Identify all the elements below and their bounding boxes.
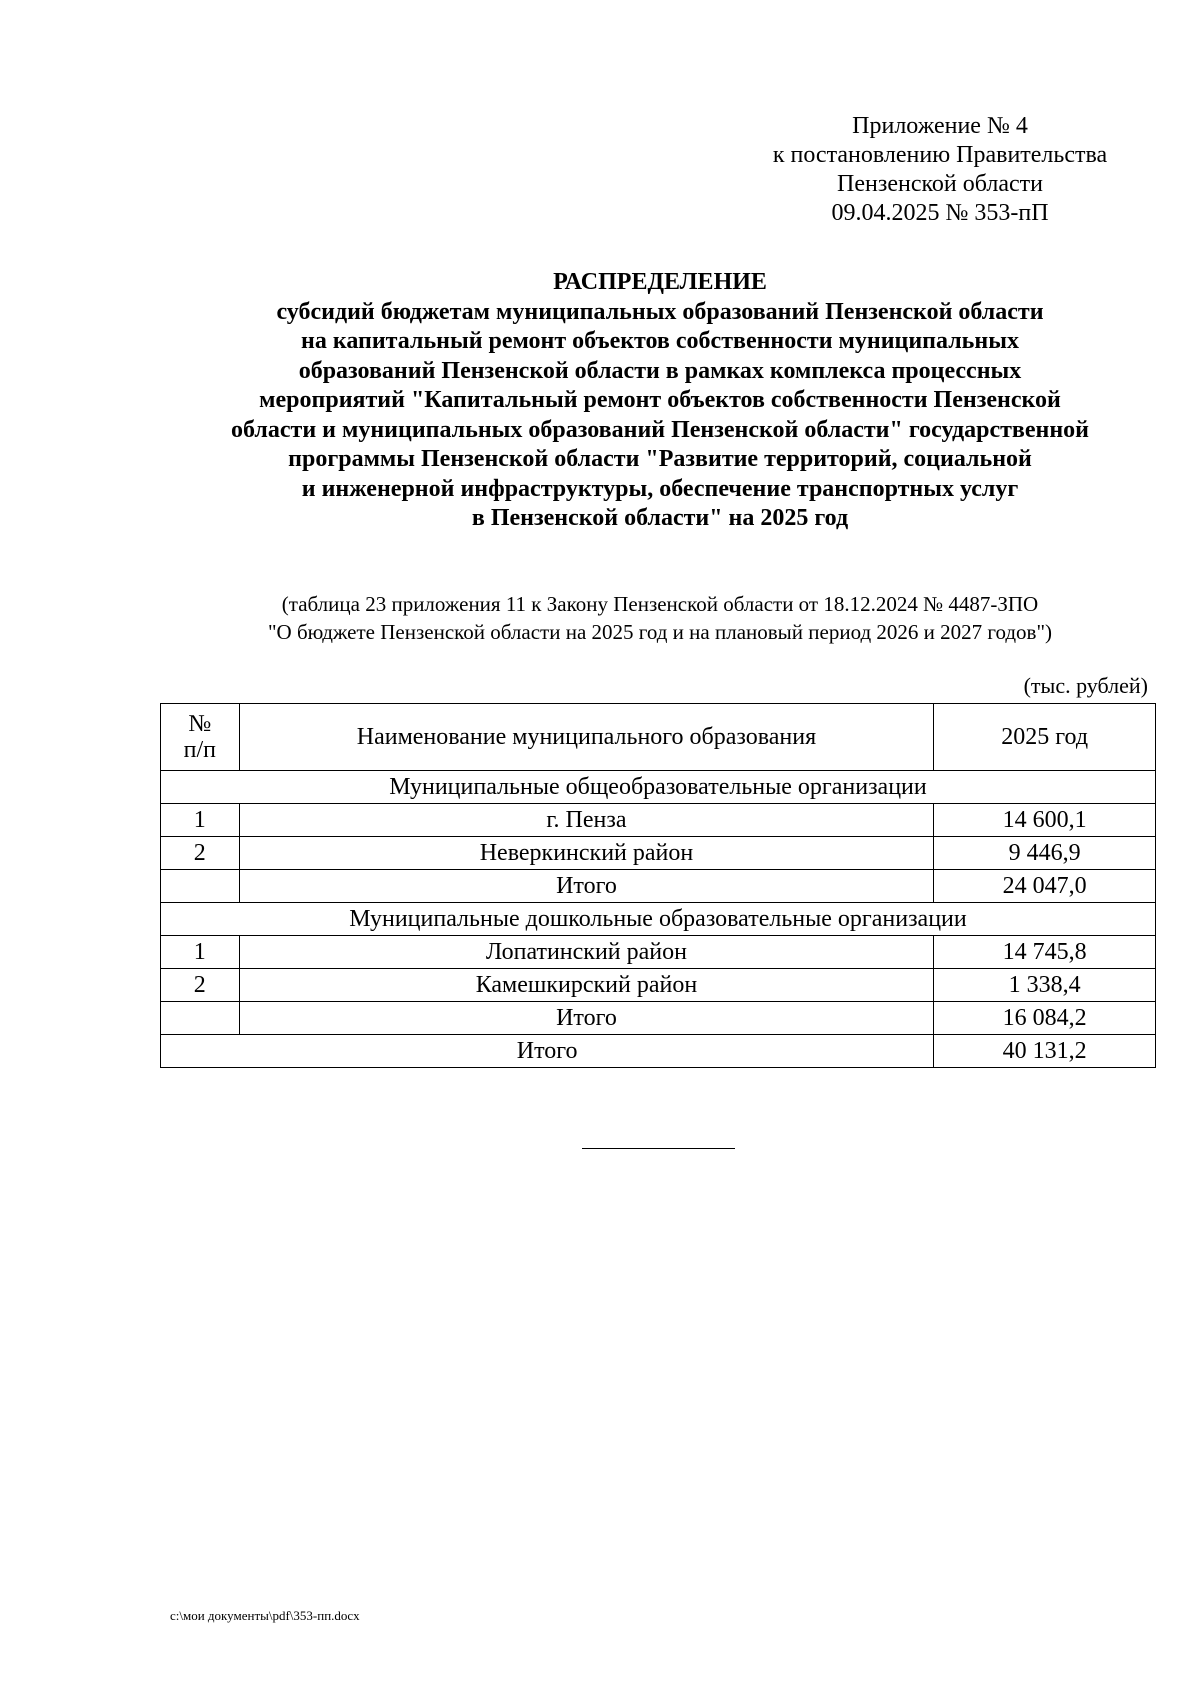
- subtotal-amount: 16 084,2: [934, 1002, 1156, 1035]
- row-number: 2: [161, 969, 240, 1002]
- title-line: области и муниципальных образований Пензенской области" государственной: [231, 416, 1089, 443]
- subtotal-amount: 24 047,0: [934, 870, 1156, 903]
- table-header-row: [161, 704, 1156, 771]
- header-number-symbol: №: [188, 711, 212, 737]
- row-amount: 14 745,8: [934, 936, 1156, 969]
- grand-total-amount: 40 131,2: [934, 1035, 1156, 1068]
- row-municipality: Камешкирский район: [239, 969, 934, 1002]
- table-row: [161, 969, 1156, 1002]
- title-line: и инженерной инфраструктуры, обеспечение транспортных услуг: [301, 475, 1019, 502]
- section-title-row: [161, 903, 1156, 936]
- units-label: (тыс. рублей): [1023, 673, 1148, 698]
- title-line: образований Пензенской области в рамках комплекса процессных: [298, 357, 1022, 384]
- grand-total-label: Итого: [161, 1035, 934, 1068]
- row-number: 2: [161, 837, 240, 870]
- appendix-header: [700, 112, 1180, 228]
- row-amount: 9 446,9: [934, 837, 1156, 870]
- section-title-row: [161, 771, 1156, 804]
- row-municipality: г. Пенза: [239, 804, 934, 837]
- subtotal-label: Итого: [239, 1002, 934, 1035]
- document-title: [120, 268, 1200, 534]
- row-number: 1: [161, 804, 240, 837]
- table-row: [161, 936, 1156, 969]
- appendix-reference: к постановлению Правительства: [772, 142, 1108, 168]
- title-heading: РАСПРЕДЕЛЕНИЕ: [553, 269, 767, 295]
- empty-cell: [161, 870, 240, 903]
- subtotal-row: [161, 1002, 1156, 1035]
- header-number-abbr: п/п: [183, 737, 216, 763]
- row-number: 1: [161, 936, 240, 969]
- row-amount: 14 600,1: [934, 804, 1156, 837]
- appendix-number: Приложение № 4: [852, 113, 1028, 139]
- title-line: на капитальный ремонт объектов собственности муниципальных: [301, 328, 1019, 354]
- source-reference: [120, 590, 1200, 646]
- subtotal-label: Итого: [239, 870, 934, 903]
- footer-file-path: c:\мои документы\pdf\353-пп.docx: [170, 1608, 360, 1623]
- section-title: Муниципальные дошкольные образовательные организации: [161, 903, 1156, 936]
- grand-total-row: [161, 1035, 1156, 1068]
- title-line: программы Пензенской области "Развитие территорий, социальной: [288, 446, 1032, 472]
- title-line: в Пензенской области" на 2025 год: [471, 505, 849, 531]
- subtotal-row: [161, 870, 1156, 903]
- table-row: [161, 804, 1156, 837]
- header-year-cell: 2025 год: [934, 704, 1156, 771]
- row-amount: 1 338,4: [934, 969, 1156, 1002]
- header-number-cell: [161, 704, 240, 771]
- row-municipality: Неверкинский район: [239, 837, 934, 870]
- table-row: [161, 837, 1156, 870]
- title-line: субсидий бюджетам муниципальных образований Пензенской области: [276, 298, 1044, 325]
- section-title: Муниципальные общеобразовательные организации: [161, 771, 1156, 804]
- appendix-date-number: 09.04.2025 № 353-пП: [831, 200, 1049, 226]
- appendix-region: Пензенской области: [837, 171, 1043, 197]
- source-line: "О бюджете Пензенской области на 2025 год и на плановый период 2026 и 2027 годов"): [267, 620, 1053, 644]
- source-line: (таблица 23 приложения 11 к Закону Пензенской области от 18.12.2024 № 4487-ЗПО: [281, 592, 1039, 616]
- empty-cell: [161, 1002, 240, 1035]
- end-separator-line: [582, 1148, 735, 1149]
- title-line: мероприятий "Капитальный ремонт объектов собственности Пензенской: [259, 387, 1061, 413]
- header-name-cell: Наименование муниципального образования: [239, 704, 934, 771]
- distribution-table: [160, 703, 1156, 1068]
- row-municipality: Лопатинский район: [239, 936, 934, 969]
